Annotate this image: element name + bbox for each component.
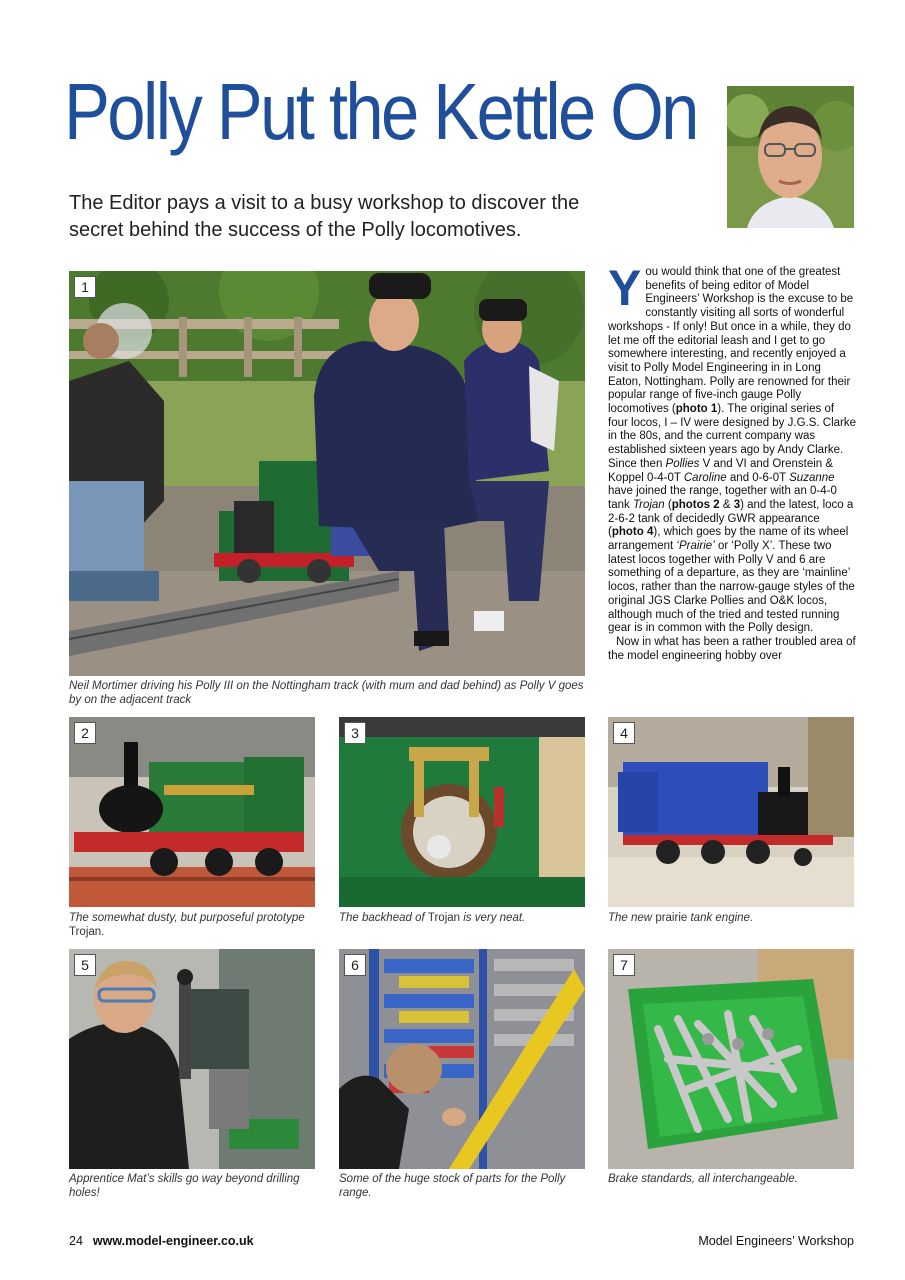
page-number: 24 (69, 1234, 83, 1248)
photo-6 (339, 949, 585, 1169)
magazine-name: Model Engineers’ Workshop (698, 1234, 854, 1248)
caption-photo-4: The new prairie tank engine. (608, 912, 754, 924)
footer-left (69, 1234, 254, 1248)
photo-5 (69, 949, 315, 1169)
photo-number: 5 (74, 954, 96, 976)
caption-photo-3: The backhead of Trojan is very neat. (339, 912, 526, 924)
article-body (608, 260, 857, 663)
photo-number: 1 (74, 276, 96, 298)
paragraph-1: You would think that one of the greatest benefits of being editor of Model Engineers’ Workshop is the excuse to be constantly visiting all sorts of wonderful workshops - If only! But once in a while, they do let me off the editorial leash and I get to go somewhere interesting, and recently enjoyed a visit to Polly Model Engineering in in Long Eaton, Nottingham. Polly are renowned for their popular range of five-inch gauge Polly locomotives (photo 1). The original series of four locos, I – IV were designed by J.G.S. Clarke in the 80s, and the current company was established sixteen years ago by Andy Clarke. Since then Pollies V and VI and Orenstein & Koppel 0-4-0T Caroline and 0-6-0T Suzanne have joined the range, together with an 0-4-0 tank Trojan (photos 2 & 3) and the latest, loco a 2-6-2 tank of decidedly GWR appearance (photo 4), which goes by the name of its wheel arrangement ‘Prairie’ or ‘Polly X’. These two latest locos together with Polly V and 6 are something of a departure, as they are ‘mainline’ locos, rather than the narrow-gauge styles of the original JGS Clarke Pollies and O&K locos, although much of the tried and tested running gear is in common with the Polly design. (608, 260, 857, 635)
caption-photo-5: Apprentice Mat’s skills go way beyond drilling holes! (69, 1173, 300, 1199)
caption-photo-7: Brake standards, all interchangeable. (608, 1173, 798, 1185)
article-intro: The Editor pays a visit to a busy workshop to discover the secret behind the success of the Polly locomotives. (69, 192, 580, 241)
photo-1 (69, 271, 585, 676)
photo-number: 4 (613, 722, 635, 744)
photo-number: 7 (613, 954, 635, 976)
drop-cap: Y (608, 260, 642, 316)
photo-3 (339, 717, 585, 907)
caption-photo-2: The somewhat dusty, but purposeful prototype Trojan. (69, 912, 305, 938)
photo-7 (608, 949, 854, 1169)
photo-number: 3 (344, 722, 366, 744)
photo-2 (69, 717, 315, 907)
photo-number: 6 (344, 954, 366, 976)
article-title: Polly Put the Kettle On (64, 67, 697, 156)
caption-photo-6: Some of the huge stock of parts for the Polly range. (339, 1173, 566, 1199)
photo-4 (608, 717, 854, 907)
author-portrait (727, 86, 854, 228)
paragraph-2: Now in what has been a rather troubled area of the model engineering hobby over (608, 635, 856, 662)
caption-photo-1: Neil Mortimer driving his Polly III on the Nottingham track (with mum and dad behind) as Polly V goes by on the adjacent track (69, 680, 584, 706)
photo-number: 2 (74, 722, 96, 744)
website-url: www.model-engineer.co.uk (92, 1234, 254, 1248)
